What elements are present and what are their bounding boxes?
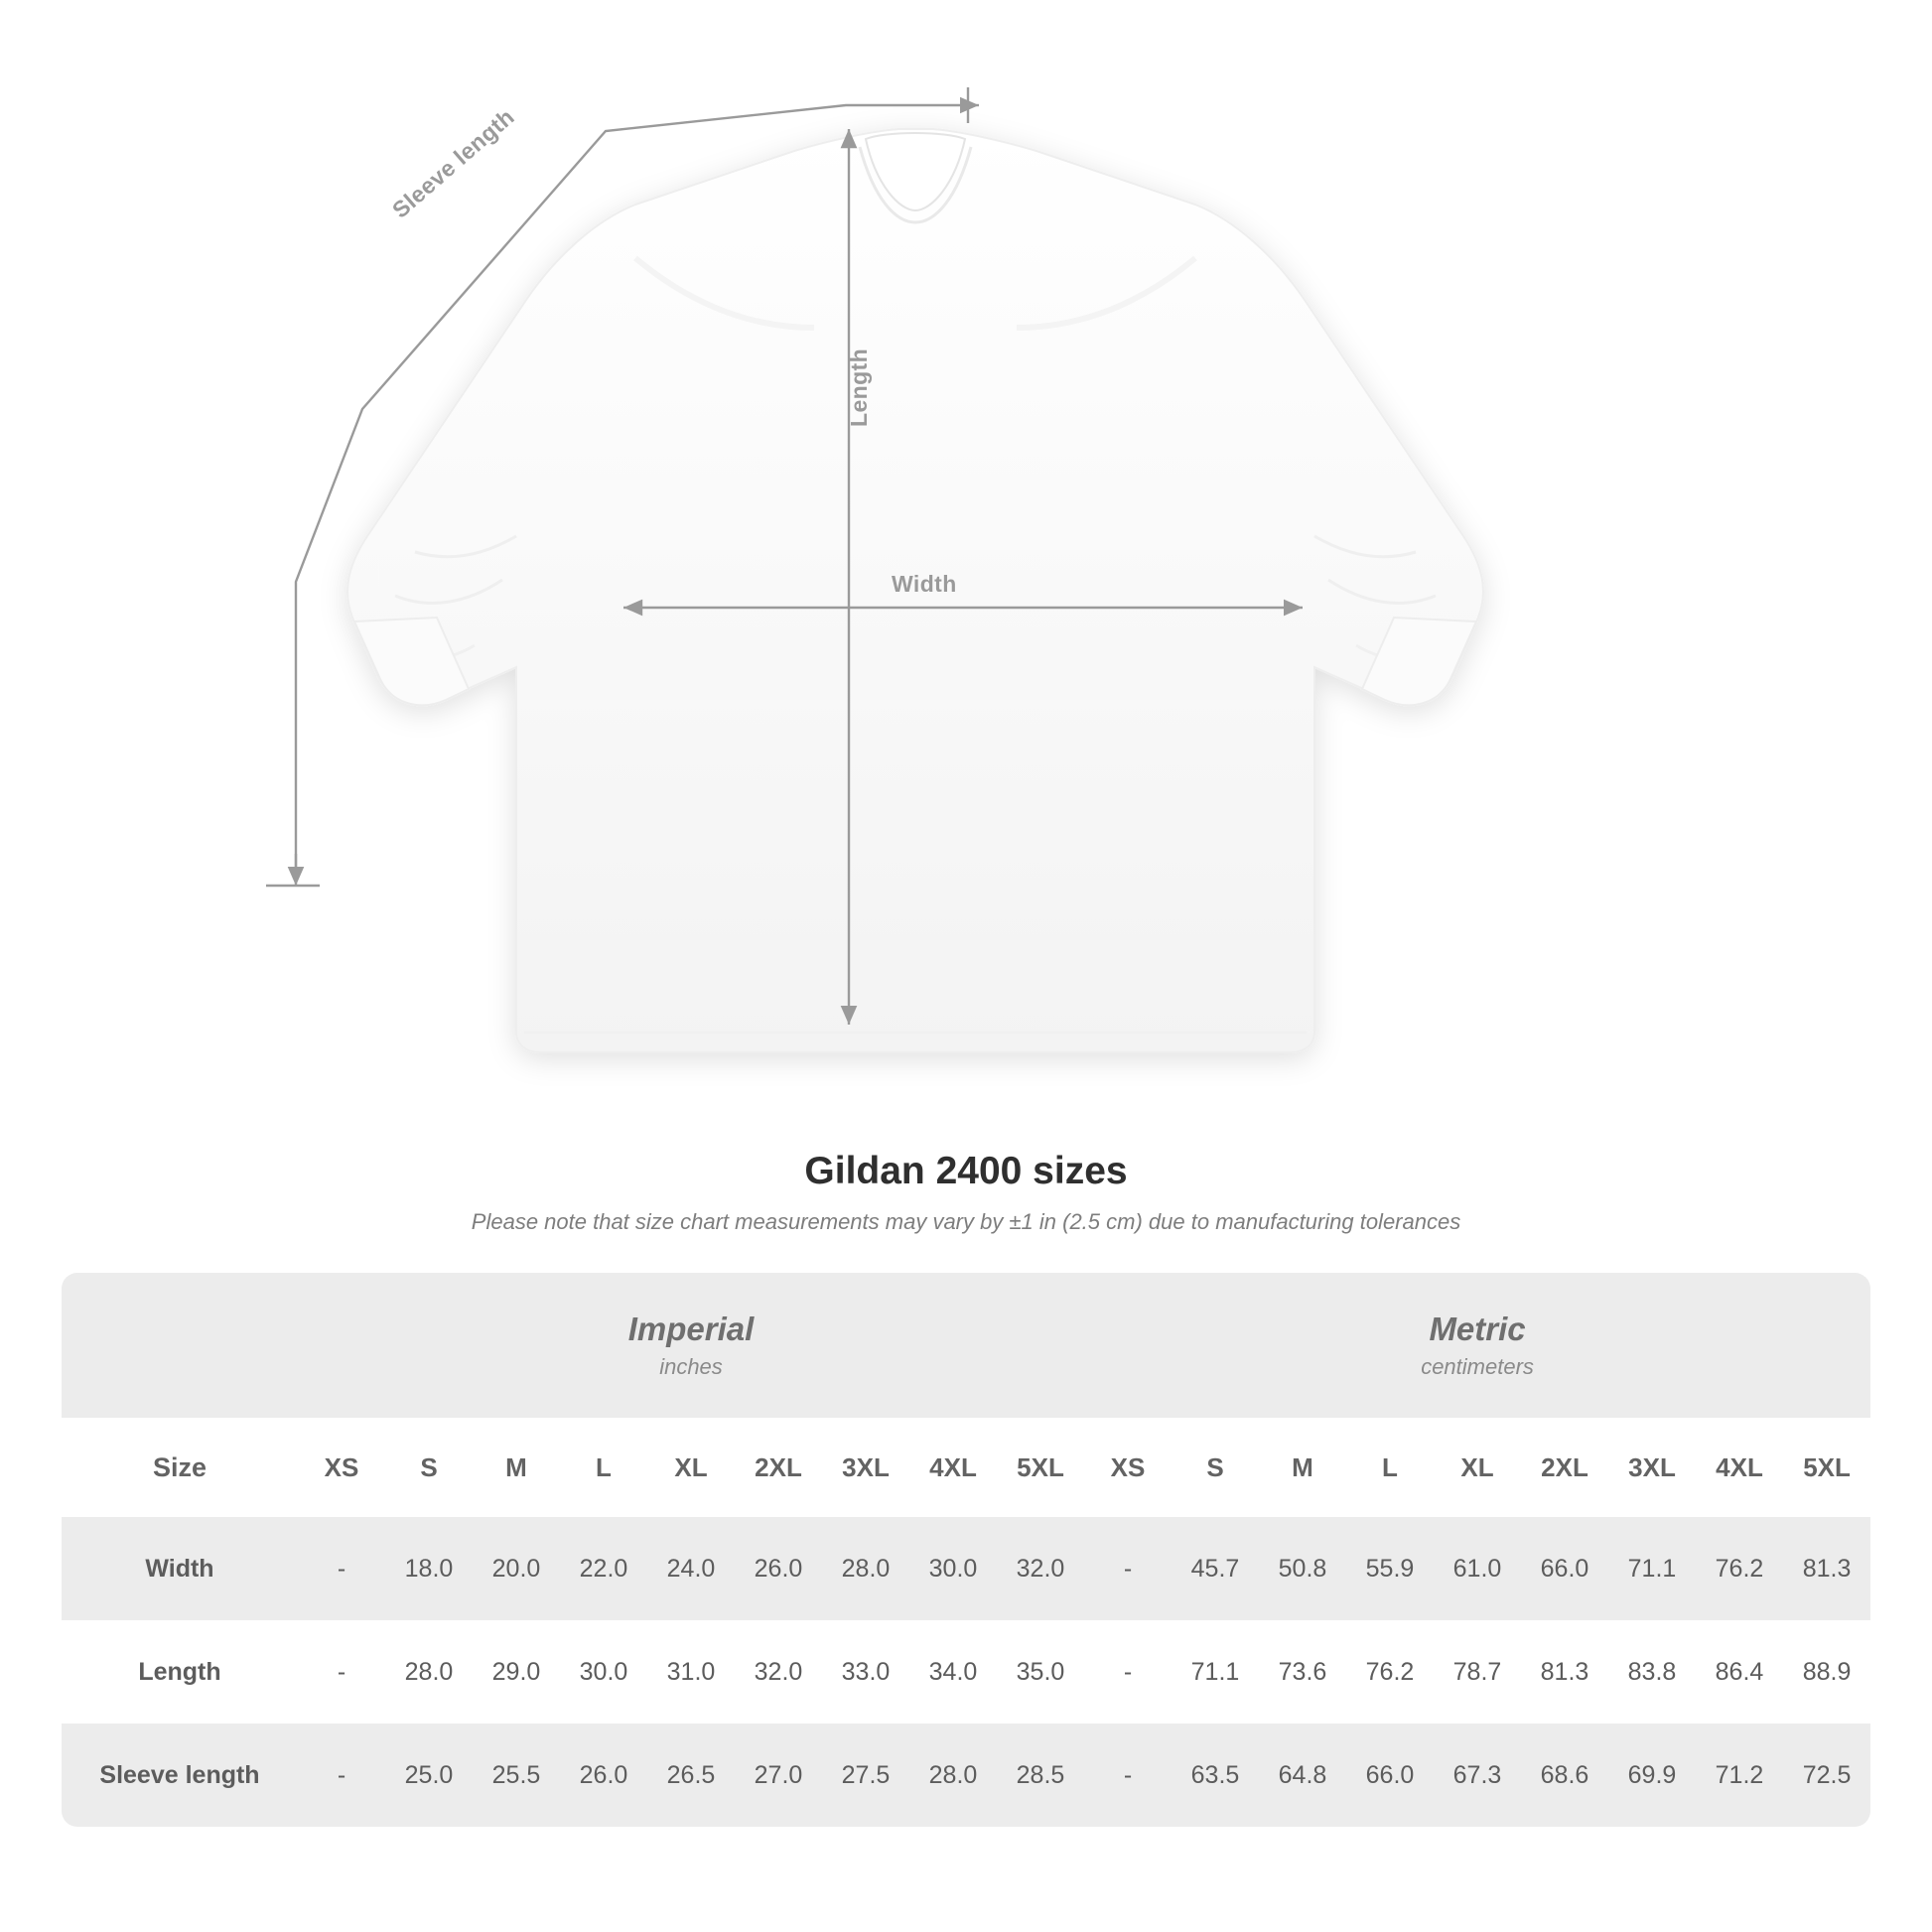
title-block — [0, 1150, 1932, 1235]
cell-width-metric-l: 55.9 — [1346, 1517, 1434, 1620]
cell-length-imperial-xs: - — [298, 1620, 385, 1724]
cell-length-metric-m: 73.6 — [1259, 1620, 1346, 1724]
cell-sleeve-imperial-s: 25.0 — [385, 1724, 473, 1827]
cell-sleeve-metric-4xl: 71.2 — [1696, 1724, 1783, 1827]
cell-sleeve-metric-5xl: 72.5 — [1783, 1724, 1870, 1827]
size-header-metric-xs: XS — [1084, 1418, 1172, 1517]
cell-sleeve-imperial-m: 25.5 — [473, 1724, 560, 1827]
cell-width-imperial-2xl: 26.0 — [735, 1517, 822, 1620]
table-row — [62, 1517, 1870, 1620]
size-table — [62, 1273, 1870, 1827]
cell-sleeve-metric-m: 64.8 — [1259, 1724, 1346, 1827]
cell-width-metric-5xl: 81.3 — [1783, 1517, 1870, 1620]
size-header-imperial-m: M — [473, 1418, 560, 1517]
unit-header-spacer — [62, 1273, 298, 1418]
cell-length-imperial-3xl: 33.0 — [822, 1620, 909, 1724]
cell-width-imperial-xs: - — [298, 1517, 385, 1620]
cell-length-imperial-4xl: 34.0 — [909, 1620, 997, 1724]
table-row — [62, 1724, 1870, 1827]
cell-width-imperial-s: 18.0 — [385, 1517, 473, 1620]
cell-sleeve-metric-xs: - — [1084, 1724, 1172, 1827]
cell-width-metric-2xl: 66.0 — [1521, 1517, 1608, 1620]
size-header-metric-l: L — [1346, 1418, 1434, 1517]
size-header-imperial-4xl: 4XL — [909, 1418, 997, 1517]
sleeve-length-dimension-label: Sleeve length — [387, 103, 519, 223]
cell-length-metric-2xl: 81.3 — [1521, 1620, 1608, 1724]
size-header-imperial-s: S — [385, 1418, 473, 1517]
cell-length-imperial-5xl: 35.0 — [997, 1620, 1084, 1724]
size-header-metric-xl: XL — [1434, 1418, 1521, 1517]
cell-width-imperial-3xl: 28.0 — [822, 1517, 909, 1620]
cell-sleeve-imperial-l: 26.0 — [560, 1724, 647, 1827]
size-header-imperial-3xl: 3XL — [822, 1418, 909, 1517]
size-header-imperial-l: L — [560, 1418, 647, 1517]
page-title: Gildan 2400 sizes — [804, 1150, 1128, 1192]
size-header-imperial-2xl: 2XL — [735, 1418, 822, 1517]
cell-sleeve-metric-3xl: 69.9 — [1608, 1724, 1696, 1827]
cell-length-imperial-s: 28.0 — [385, 1620, 473, 1724]
cell-width-metric-s: 45.7 — [1172, 1517, 1259, 1620]
size-header-imperial-5xl: 5XL — [997, 1418, 1084, 1517]
size-header-imperial-xs: XS — [298, 1418, 385, 1517]
cell-length-metric-l: 76.2 — [1346, 1620, 1434, 1724]
size-header-metric-4xl: 4XL — [1696, 1418, 1783, 1517]
cell-length-metric-3xl: 83.8 — [1608, 1620, 1696, 1724]
length-dimension-label: Length — [846, 347, 872, 427]
size-header-imperial-xl: XL — [647, 1418, 735, 1517]
cell-sleeve-metric-2xl: 68.6 — [1521, 1724, 1608, 1827]
tolerance-note: Please note that size chart measurements may vary by ±1 in (2.5 cm) due to manufacturing tolerances — [471, 1209, 1461, 1234]
cell-sleeve-imperial-4xl: 28.0 — [909, 1724, 997, 1827]
row-label-width: Width — [62, 1517, 298, 1620]
cell-width-metric-xs: - — [1084, 1517, 1172, 1620]
cell-sleeve-imperial-xs: - — [298, 1724, 385, 1827]
table-row — [62, 1620, 1870, 1724]
cell-sleeve-imperial-xl: 26.5 — [647, 1724, 735, 1827]
size-header-metric-3xl: 3XL — [1608, 1418, 1696, 1517]
cell-length-metric-xs: - — [1084, 1620, 1172, 1724]
cell-width-imperial-m: 20.0 — [473, 1517, 560, 1620]
size-header-metric-2xl: 2XL — [1521, 1418, 1608, 1517]
cell-length-imperial-xl: 31.0 — [647, 1620, 735, 1724]
cell-sleeve-imperial-2xl: 27.0 — [735, 1724, 822, 1827]
size-table-wrapper — [62, 1273, 1870, 1827]
cell-width-imperial-l: 22.0 — [560, 1517, 647, 1620]
unit-header-imperial — [298, 1273, 1084, 1418]
size-header-metric-5xl: 5XL — [1783, 1418, 1870, 1517]
cell-length-metric-xl: 78.7 — [1434, 1620, 1521, 1724]
cell-sleeve-metric-s: 63.5 — [1172, 1724, 1259, 1827]
cell-width-metric-m: 50.8 — [1259, 1517, 1346, 1620]
cell-length-metric-4xl: 86.4 — [1696, 1620, 1783, 1724]
metric-title: Metric — [1429, 1311, 1526, 1348]
row-label-sleeve-length: Sleeve length — [62, 1724, 298, 1827]
cell-sleeve-metric-l: 66.0 — [1346, 1724, 1434, 1827]
cell-length-metric-s: 71.1 — [1172, 1620, 1259, 1724]
imperial-subtitle: inches — [659, 1353, 723, 1379]
cell-sleeve-imperial-5xl: 28.5 — [997, 1724, 1084, 1827]
size-label: Size — [62, 1418, 298, 1517]
cell-length-metric-5xl: 88.9 — [1783, 1620, 1870, 1724]
cell-width-metric-4xl: 76.2 — [1696, 1517, 1783, 1620]
imperial-title: Imperial — [627, 1311, 755, 1348]
unit-header-metric — [1084, 1273, 1870, 1418]
cell-length-imperial-2xl: 32.0 — [735, 1620, 822, 1724]
cell-sleeve-metric-xl: 67.3 — [1434, 1724, 1521, 1827]
cell-width-imperial-4xl: 30.0 — [909, 1517, 997, 1620]
size-header-row — [62, 1418, 1870, 1517]
size-header-metric-m: M — [1259, 1418, 1346, 1517]
width-dimension-label: Width — [892, 571, 957, 597]
cell-length-imperial-l: 30.0 — [560, 1620, 647, 1724]
size-header-metric-s: S — [1172, 1418, 1259, 1517]
metric-subtitle: centimeters — [1421, 1353, 1534, 1379]
unit-header-row — [62, 1273, 1870, 1418]
cell-sleeve-imperial-3xl: 27.5 — [822, 1724, 909, 1827]
cell-length-imperial-m: 29.0 — [473, 1620, 560, 1724]
cell-width-metric-3xl: 71.1 — [1608, 1517, 1696, 1620]
cell-width-imperial-5xl: 32.0 — [997, 1517, 1084, 1620]
cell-width-metric-xl: 61.0 — [1434, 1517, 1521, 1620]
row-label-length: Length — [62, 1620, 298, 1724]
cell-width-imperial-xl: 24.0 — [647, 1517, 735, 1620]
